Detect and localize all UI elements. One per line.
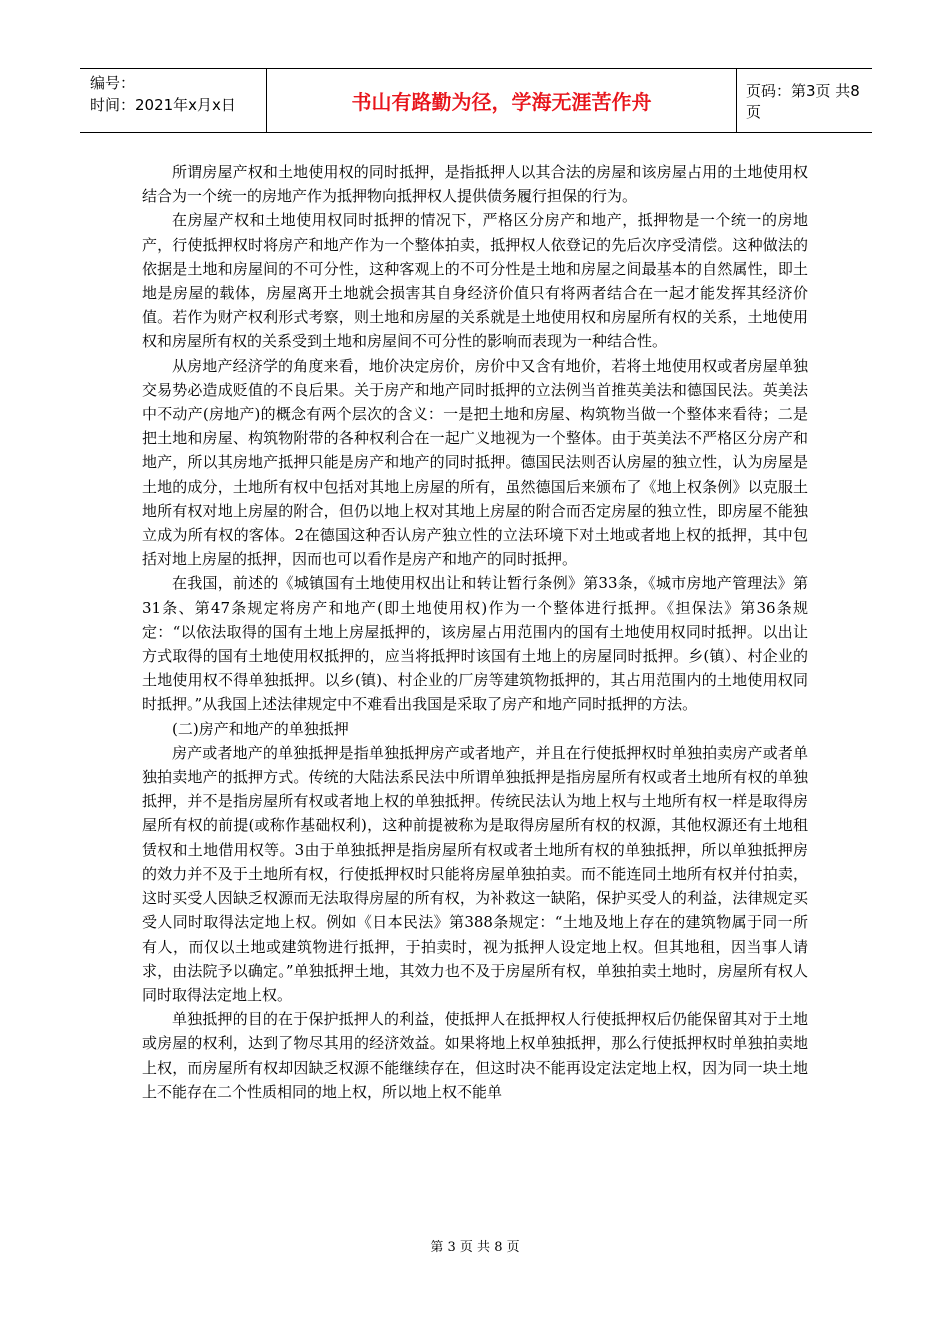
body-paragraph: 在我国，前述的《城镇国有土地使用权出让和转让暂行条例》第33条，《城市房地产管理法》第31条、第47条规定将房产和地产(即土地使用权)作为一个整体进行抵押。《担保法》第36条规定：“以依法取得的国有土地上房屋抵押的，该房屋占用范围内的国有土地使用权同时抵押。以出让方式取得的国有土地使用权抵押的，应当将抵押时该国有土地上的房屋同时抵押。乡(镇）、村企业的土地使用权不得单独抵押。以乡(镇)、村企业的厂房等建筑物抵押的，其占用范围内的土地使用权同时抵押。”从我国上述法律规定中不难看出我国是采取了房产和地产同时抵押的方法。 bbox=[142, 574, 808, 714]
document-time-label: 时间：2021年x月x日 bbox=[90, 96, 236, 114]
body-paragraph: 单独抵押的目的在于保护抵押人的利益，使抵押人在抵押权人行使抵押权后仍能保留其对于土地或房屋的权利，达到了物尽其用的经济效益。如果将地上权单独抵押，那么行使抵押权时单独拍卖地上权，而房屋所有权却因缺乏权源不能继续存在，但这时决不能再设定法定地上权，因为同一块土地上不能存在二个性质相同的地上权，所以地上权不能单 bbox=[142, 1010, 808, 1101]
footer-page-number: 第 3 页 共 8 页 bbox=[430, 1240, 520, 1255]
header-meta-cell bbox=[80, 69, 267, 132]
body-paragraph: 所谓房屋产权和土地使用权的同时抵押，是指抵押人以其合法的房屋和该房屋占用的土地使用权结合为一个统一的房地产作为抵押物向抵押权人提供债务履行担保的行为。 bbox=[142, 163, 808, 206]
body-paragraph: 在房屋产权和土地使用权同时抵押的情况下，严格区分房产和地产，抵押物是一个统一的房地产，行使抵押权时将房产和地产作为一个整体拍卖，抵押权人依登记的先后次序受清偿。这种做法的依据是土地和房屋间的不可分性，这种客观上的不可分性是土地和房屋之间最基本的自然属性，即土地是房屋的载体，房屋离开土地就会损害其自身经济价值只有将两者结合在一起才能发挥其经济价值。若作为财产权利形式考察，则土地和房屋的关系就是土地使用权和房屋所有权的关系，土地使用权和房屋所有权的关系受到土地和房屋间不可分性的影响而表现为一种结合性。 bbox=[142, 211, 808, 351]
page-footer bbox=[0, 1236, 950, 1255]
document-number-label: 编号： bbox=[90, 74, 136, 92]
header-page-number: 页码：第3页 共8页 bbox=[746, 81, 860, 121]
header-page-cell bbox=[737, 69, 872, 132]
page-header bbox=[80, 68, 872, 133]
header-motto-cell bbox=[267, 69, 737, 132]
document-body bbox=[142, 160, 808, 1104]
body-paragraph: 房产或者地产的单独抵押是指单独抵押房产或者地产，并且在行使抵押权时单独拍卖房产或者单独拍卖地产的抵押方式。传统的大陆法系民法中所谓单独抵押是指房屋所有权或者土地所有权的单独抵押，并不是指房屋所有权或者地上权的单独抵押。传统民法认为地上权与土地所有权一样是取得房屋所有权的前提(或称作基础权利)，这种前提被称为是取得房屋所有权的权源，其他权源还有土地租赁权和土地借用权等。3由于单独抵押是指房屋所有权或者土地所有权的单独抵押，所以单独抵押房的效力并不及于土地所有权，行使抵押权时只能将房屋单独拍卖。而不能连同土地所有权并付拍卖，这时买受人因缺乏权源而无法取得房屋的所有权，为补救这一缺陷，保护买受人的利益，法律规定买受人同时取得法定地上权。例如《日本民法》第388条规定：“土地及地上存在的建筑物属于同一所有人，而仅以土地或建筑物进行抵押，于拍卖时，视为抵押人设定地上权。但其地租，因当事人请求，由法院予以确定。”单独抵押土地，其效力也不及于房屋所有权，单独拍卖土地时，房屋所有权人同时取得法定地上权。 bbox=[142, 743, 808, 1004]
header-motto: 书山有路勤为径，学海无涯苦作舟 bbox=[351, 90, 652, 114]
body-paragraph: 从房地产经济学的角度来看，地价决定房价，房价中又含有地价，若将土地使用权或者房屋单独交易势必造成贬值的不良后果。关于房产和地产同时抵押的立法例当首推英美法和德国民法。英美法中不动产(房地产)的概念有两个层次的含义：一是把土地和房屋、构筑物当做一个整体来看待；二是把土地和房屋、构筑物附带的各种权利合在一起广义地视为一个整体。由于英美法不严格区分房产和地产，所以其房地产抵押只能是房产和地产的同时抵押。德国民法则否认房屋的独立性，认为房屋是土地的成分，土地所有权中包括对其地上房屋的所有，虽然德国后来颁布了《地上权条例》以克服土地所有权对地上房屋的附合，但仍以地上权对其地上房屋的附合而否定房屋的独立性，即房屋不能独立成为所有权的客体。2在德国这种否认房产独立性的立法环境下对土地或者地上权的抵押，其中包括对地上房屋的抵押，因而也可以看作是房产和地产的同时抵押。 bbox=[142, 356, 808, 569]
section-heading: (二)房产和地产的单独抵押 bbox=[172, 719, 349, 738]
